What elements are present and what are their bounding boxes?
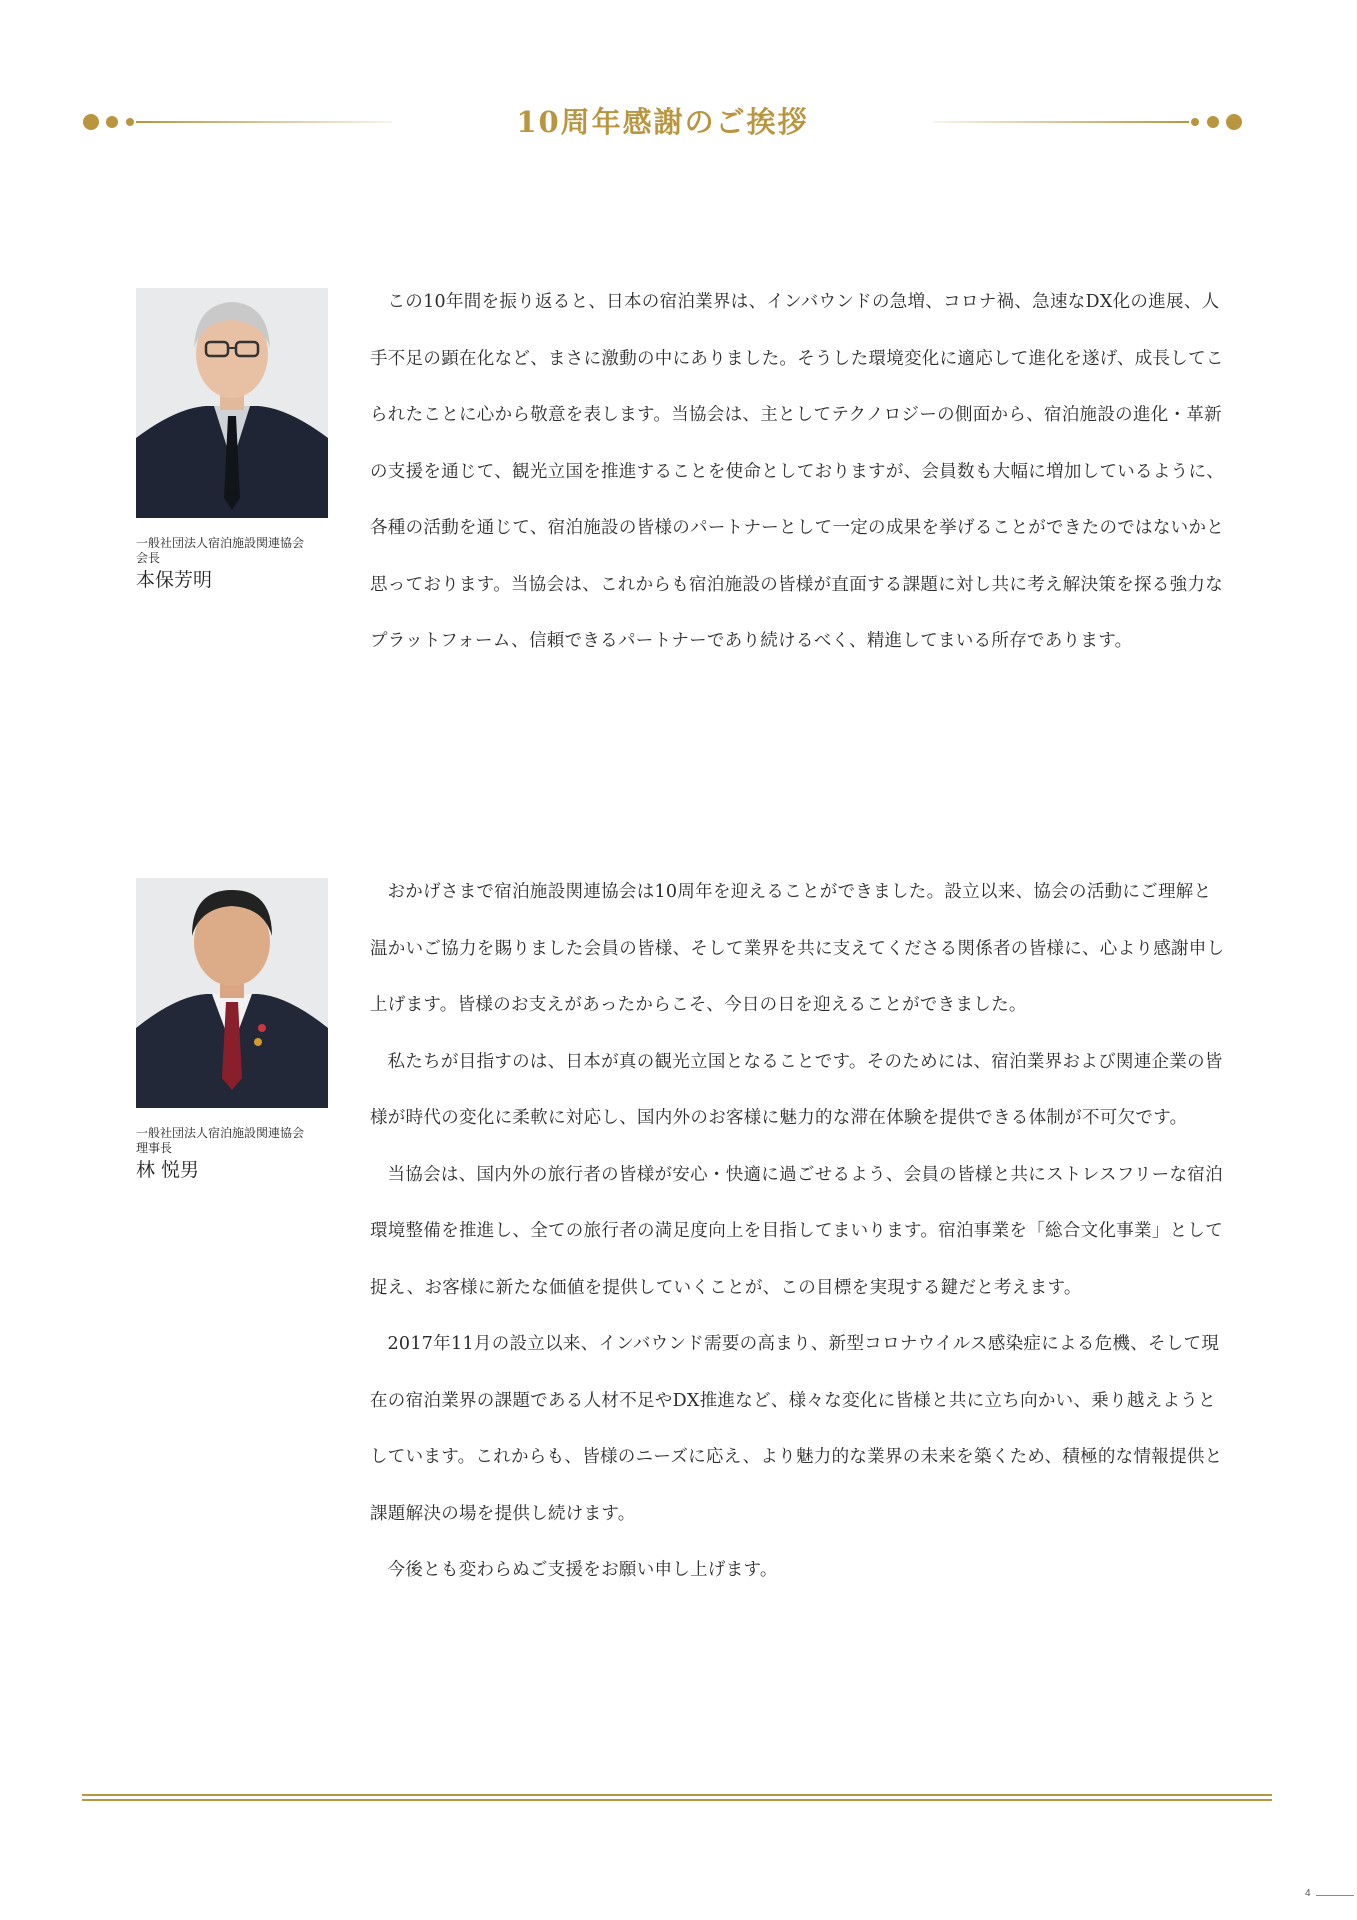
header-ornament-right — [933, 112, 1243, 132]
page-title: 10周年感謝のご挨拶 — [516, 105, 809, 139]
portrait-chairman — [136, 288, 328, 518]
role-label: 理事長 — [136, 1141, 173, 1155]
organization-label: 一般社団法人宿泊施設関連協会 — [136, 1126, 305, 1140]
person-name: 林 悦男 — [136, 1159, 200, 1181]
ornament-dot — [1226, 114, 1242, 130]
message-chairman — [370, 274, 1225, 670]
ornament-dot — [106, 116, 118, 128]
message-paragraph: 2017年11月の設立以来、インバウンド需要の高まり、新型コロナウイルス感染症による危機、そして現在の宿泊業界の課題である人材不足やDX推進など、様々な変化に皆様と共に立ち向かい、乗り越えようとしています。これからも、皆様のニーズに応え、より魅力的な業界の未来を築くため、積極的な情報提供と課題解決の場を提供し続けます。 — [370, 1334, 1223, 1524]
organization-label: 一般社団法人宿泊施設関連協会 — [136, 536, 305, 550]
footer-rule-line — [82, 1794, 1272, 1796]
portrait-president — [136, 878, 328, 1108]
page-number-line — [1316, 1895, 1354, 1896]
ornament-dot — [83, 114, 99, 130]
header-ornament-left — [82, 112, 392, 132]
ornament-dot — [1191, 118, 1199, 126]
ornament-line — [136, 121, 392, 123]
portrait-photo-icon — [136, 288, 328, 518]
message-president — [370, 864, 1225, 1599]
role-label: 会長 — [136, 551, 161, 565]
message-paragraph: 当協会は、国内外の旅行者の皆様が安心・快適に過ごせるよう、会員の皆様と共にストレスフリーな宿泊環境整備を推進し、全ての旅行者の満足度向上を目指してまいります。宿泊事業を「総合文化事業」として捉え、お客様に新たな価値を提供していくことが、この目標を実現する鍵だと考えます。 — [370, 1164, 1223, 1298]
message-paragraph: この10年間を振り返ると、日本の宿泊業界は、インバウンドの急増、コロナ禍、急速なDX化の進展、人手不足の顕在化など、まさに激動の中にありました。そうした環境変化に適応して進化を遂げ、成長してこられたことに心から敬意を表します。当協会は、主としてテクノロジーの側面から、宿泊施設の進化・革新の支援を通じて、観光立国を推進することを使命としておりますが、会員数も大幅に増加しているように、各種の活動を通じて、宿泊施設の皆様のパートナーとして一定の成果を挙げることができたのではないかと思っております。当協会は、これからも宿泊施設の皆様が直面する課題に対し共に考え解決策を探る強力なプラットフォーム、信頼できるパートナーであり続けるべく、精進してまいる所存であります。 — [370, 292, 1225, 651]
ornament-dot — [1207, 116, 1219, 128]
portrait-photo-icon — [136, 878, 328, 1108]
page-number: 4 — [1305, 1888, 1311, 1899]
message-paragraph: おかげさまで宿泊施設関連協会は10周年を迎えることができました。設立以来、協会の活動にご理解と温かいご協力を賜りました会員の皆様、そして業界を共に支えてくださる関係者の皆様に、心より感謝申し上げます。皆様のお支えがあったからこそ、今日の日を迎えることができました。 — [370, 882, 1225, 1015]
person-name: 本保芳明 — [136, 569, 213, 591]
message-paragraph: 私たちが目指すのは、日本が真の観光立国となることです。そのためには、宿泊業界および関連企業の皆様が時代の変化に柔軟に対応し、国内外のお客様に魅力的な滞在体験を提供できる体制が不可欠です。 — [370, 1051, 1223, 1128]
footer-rule-line — [82, 1799, 1272, 1801]
footer-rule — [82, 1794, 1272, 1803]
ornament-dot — [126, 118, 134, 126]
ornament-line — [933, 121, 1189, 123]
message-paragraph: 今後とも変わらぬご支援をお願い申し上げます。 — [387, 1560, 778, 1580]
